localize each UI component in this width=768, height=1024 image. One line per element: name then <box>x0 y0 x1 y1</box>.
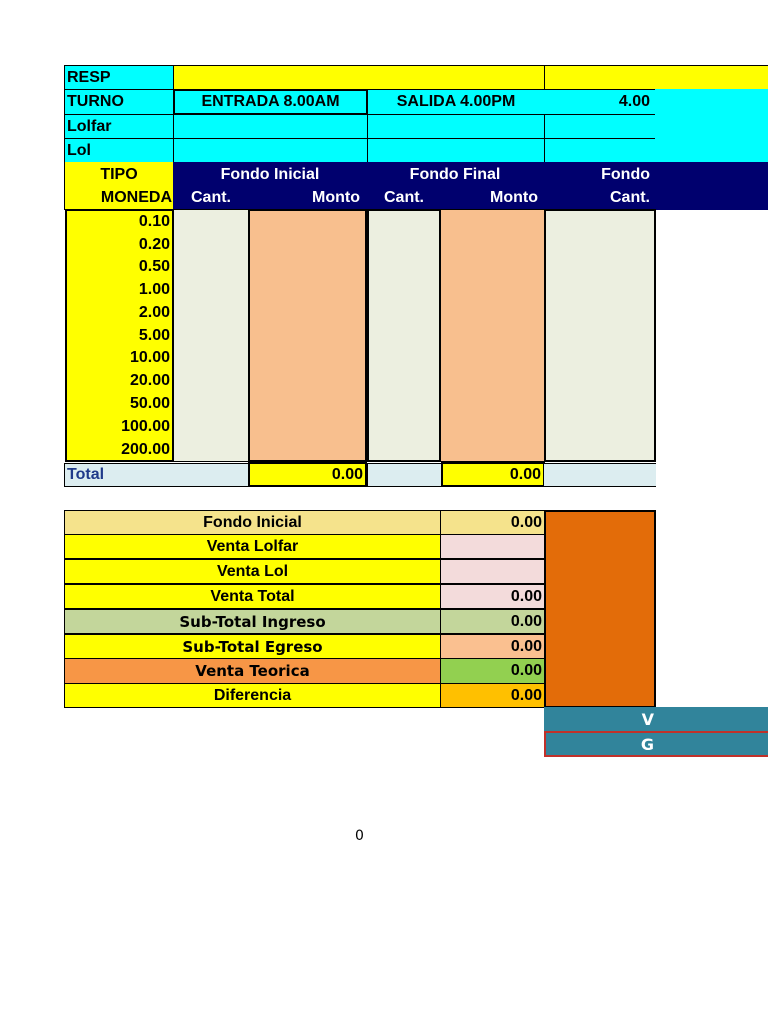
moneda-label: MONEDA <box>100 189 172 206</box>
summary-value-venta-lol[interactable] <box>440 559 545 584</box>
summary-label-venta-lolfar: Venta Lolfar <box>64 534 441 559</box>
monto-header-2: Monto <box>490 189 538 206</box>
denomination: 2.00 <box>138 304 170 321</box>
lol-cell-3[interactable] <box>544 138 656 163</box>
summary-label-venta-teorica: Venta Teorica <box>64 658 441 684</box>
denomination: 10.00 <box>129 349 170 366</box>
cant-header-2: Cant. <box>384 189 424 206</box>
denomination: 0.50 <box>138 258 170 275</box>
total-cant-2 <box>367 463 442 487</box>
footnote-zero: 0 <box>355 828 364 844</box>
monto-header-1: Monto <box>312 189 360 206</box>
fondo-final-header: Fondo Final <box>409 166 501 183</box>
fondo-inicial-header: Fondo Inicial <box>220 166 320 183</box>
lolfar-cell-1[interactable] <box>173 114 368 139</box>
denomination: 0.20 <box>138 236 170 253</box>
lol-cell-1[interactable] <box>173 138 368 163</box>
summary-label-venta-lol: Venta Lol <box>64 559 441 584</box>
summary-label-subtotal-ingreso: Sub-Total Ingreso <box>64 609 441 634</box>
monto-column-1 <box>248 209 367 462</box>
denomination: 0.10 <box>138 213 170 230</box>
summary-value-venta-total: 0.00 <box>440 584 545 609</box>
cant-input-column-1[interactable] <box>173 209 249 462</box>
summary-value-venta-lolfar[interactable] <box>440 534 545 559</box>
summary-value-subtotal-ingreso: 0.00 <box>440 609 545 634</box>
total-final: 0.00 <box>441 462 545 487</box>
cant-header-3: Cant. <box>610 189 650 206</box>
summary-label-diferencia: Diferencia <box>64 683 441 708</box>
summary-value-fondo-inicial: 0.00 <box>440 510 545 535</box>
lol-label: Lol <box>64 138 174 163</box>
v-cell: V <box>544 707 768 731</box>
total-cant-3 <box>544 463 656 487</box>
total-inicial: 0.00 <box>248 462 367 487</box>
summary-value-subtotal-egreso: 0.00 <box>440 634 545 659</box>
denomination: 100.00 <box>121 418 170 435</box>
lolfar-cell-2[interactable] <box>367 114 545 139</box>
cant-header-1: Cant. <box>191 189 231 206</box>
resp-input[interactable] <box>173 65 545 90</box>
turno-label: TURNO <box>64 89 174 115</box>
denomination: 1.00 <box>138 281 170 298</box>
summary-label-fondo-inicial: Fondo Inicial <box>64 510 441 535</box>
denomination: 200.00 <box>121 441 170 458</box>
denomination: 50.00 <box>129 395 170 412</box>
monto-column-2 <box>440 209 545 462</box>
resp-extra[interactable] <box>544 65 768 90</box>
summary-value-venta-teorica: 0.00 <box>440 658 545 684</box>
entrada-cell: ENTRADA 8.00AM <box>173 89 368 115</box>
cant-input-column-3[interactable] <box>544 209 656 462</box>
fondo-header: Fondo <box>601 166 650 183</box>
cyan-extension <box>655 89 768 163</box>
total-label: Total <box>64 463 250 487</box>
turno-value: 4.00 <box>544 89 656 115</box>
lolfar-label: Lolfar <box>64 114 174 139</box>
orange-side-block <box>544 510 656 708</box>
resp-label: RESP <box>64 65 174 90</box>
tipo-label: TIPO <box>100 166 138 183</box>
cant-input-column-2[interactable] <box>367 209 441 462</box>
summary-label-venta-total: Venta Total <box>64 584 441 609</box>
summary-value-diferencia: 0.00 <box>440 683 545 708</box>
summary-label-subtotal-egreso: Sub-Total Egreso <box>64 634 441 659</box>
lol-cell-2[interactable] <box>367 138 545 163</box>
salida-cell: SALIDA 4.00PM <box>367 89 545 115</box>
denomination: 5.00 <box>138 327 170 344</box>
denomination: 20.00 <box>129 372 170 389</box>
g-cell: G <box>544 731 768 757</box>
lolfar-cell-3[interactable] <box>544 114 656 139</box>
